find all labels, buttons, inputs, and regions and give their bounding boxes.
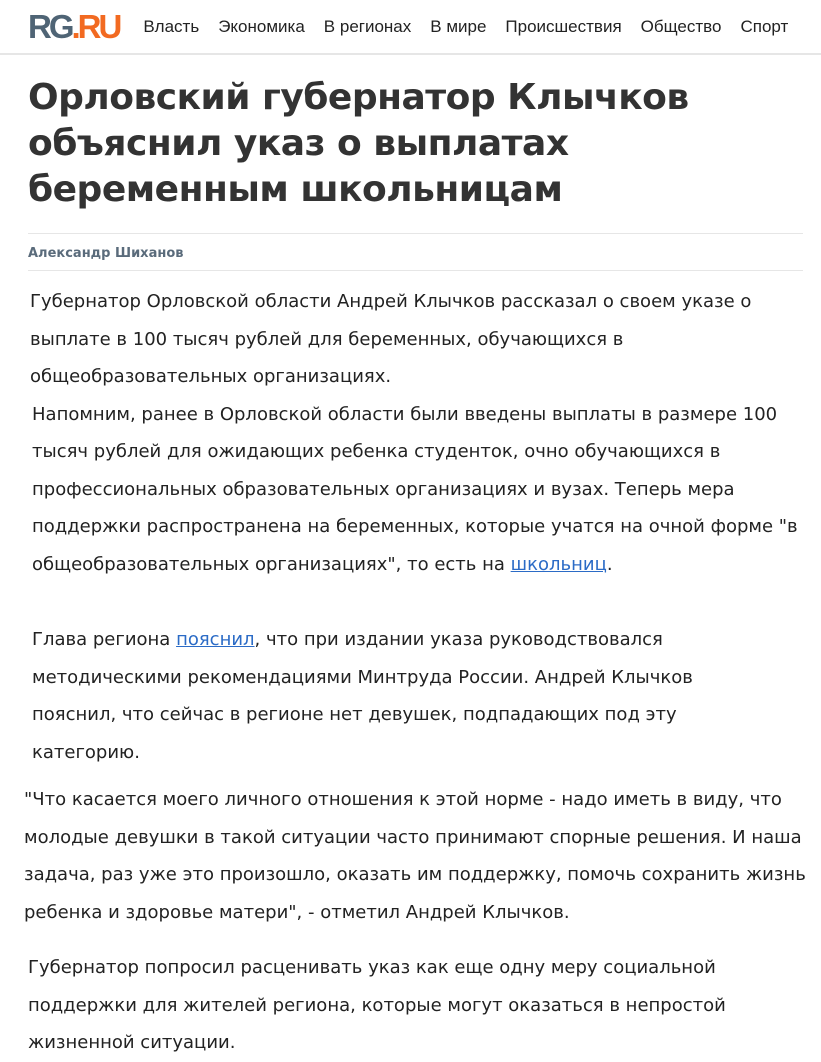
paragraph-2: [32, 396, 807, 584]
nav-economy[interactable]: Экономика: [218, 16, 305, 36]
author-name[interactable]: Александр Шиханов: [28, 246, 184, 261]
quote-paragraph: "Что касается моего личного отношения к этой норме - надо иметь в виду, что молодые девушки в такой ситуации часто принимают спорные решения. И наша задача, раз уже это произошло, оказать им поддержку, помочь сохранить жизнь ребенка и здоровье матери", - отметил Андрей Клычков.: [24, 789, 806, 923]
nav-society[interactable]: Общество: [640, 16, 722, 36]
nav-vlast[interactable]: Власть: [143, 16, 200, 36]
paragraph-1: Губернатор Орловской области Андрей Клычков рассказал о своем указе о выплате в 100 тысяч рублей для беременных, обучающихся в общеобразовательных организациях.: [30, 291, 752, 387]
paragraph-2-end: .: [606, 553, 613, 575]
nav-regions[interactable]: В регионах: [323, 16, 412, 36]
paragraph-2-text: Напомним, ранее в Орловской области были введены выплаты в размере 100 тысяч рублей для ожидающих ребенка студенток, очно обучающихся в профессиональных образовательных организациях и вузах. Теперь мера поддержки распространена на беременных, которые учатся на очной форме "в общеобразовательных организациях", то есть на: [32, 403, 798, 575]
nav-incidents[interactable]: Происшествия: [505, 16, 622, 36]
logo-rg: RG: [28, 7, 72, 45]
paragraph-3-rest: , что при издании указа руководствовался методическими рекомендациями Минтруда России. Андрей Клычков пояснил, что сейчас в регионе нет девушек, подпадающих под эту категорию.: [32, 629, 693, 763]
main-nav: [143, 17, 807, 37]
author-bar: [28, 233, 803, 271]
site-header: [0, 0, 821, 55]
logo-ru: .RU: [71, 7, 120, 45]
paragraph-3-start: Глава региона: [32, 629, 177, 650]
paragraph-4: Губернатор попросил расценивать указ как еще одну меру социальной поддержки для жителей региона, которые могут оказаться в непростой жизненной ситуации.: [28, 957, 726, 1053]
nav-sport[interactable]: Спорт: [740, 16, 789, 36]
paragraph-3: [32, 621, 752, 771]
article-title: Орловский губернатор Клычков объяснил указ о выплатах беременным школьницам: [28, 77, 689, 210]
link-explained[interactable]: пояснил: [176, 629, 255, 650]
rg-logo[interactable]: [28, 8, 119, 46]
link-schoolgirls[interactable]: школьниц: [510, 553, 607, 575]
nav-world[interactable]: В мире: [430, 16, 487, 36]
